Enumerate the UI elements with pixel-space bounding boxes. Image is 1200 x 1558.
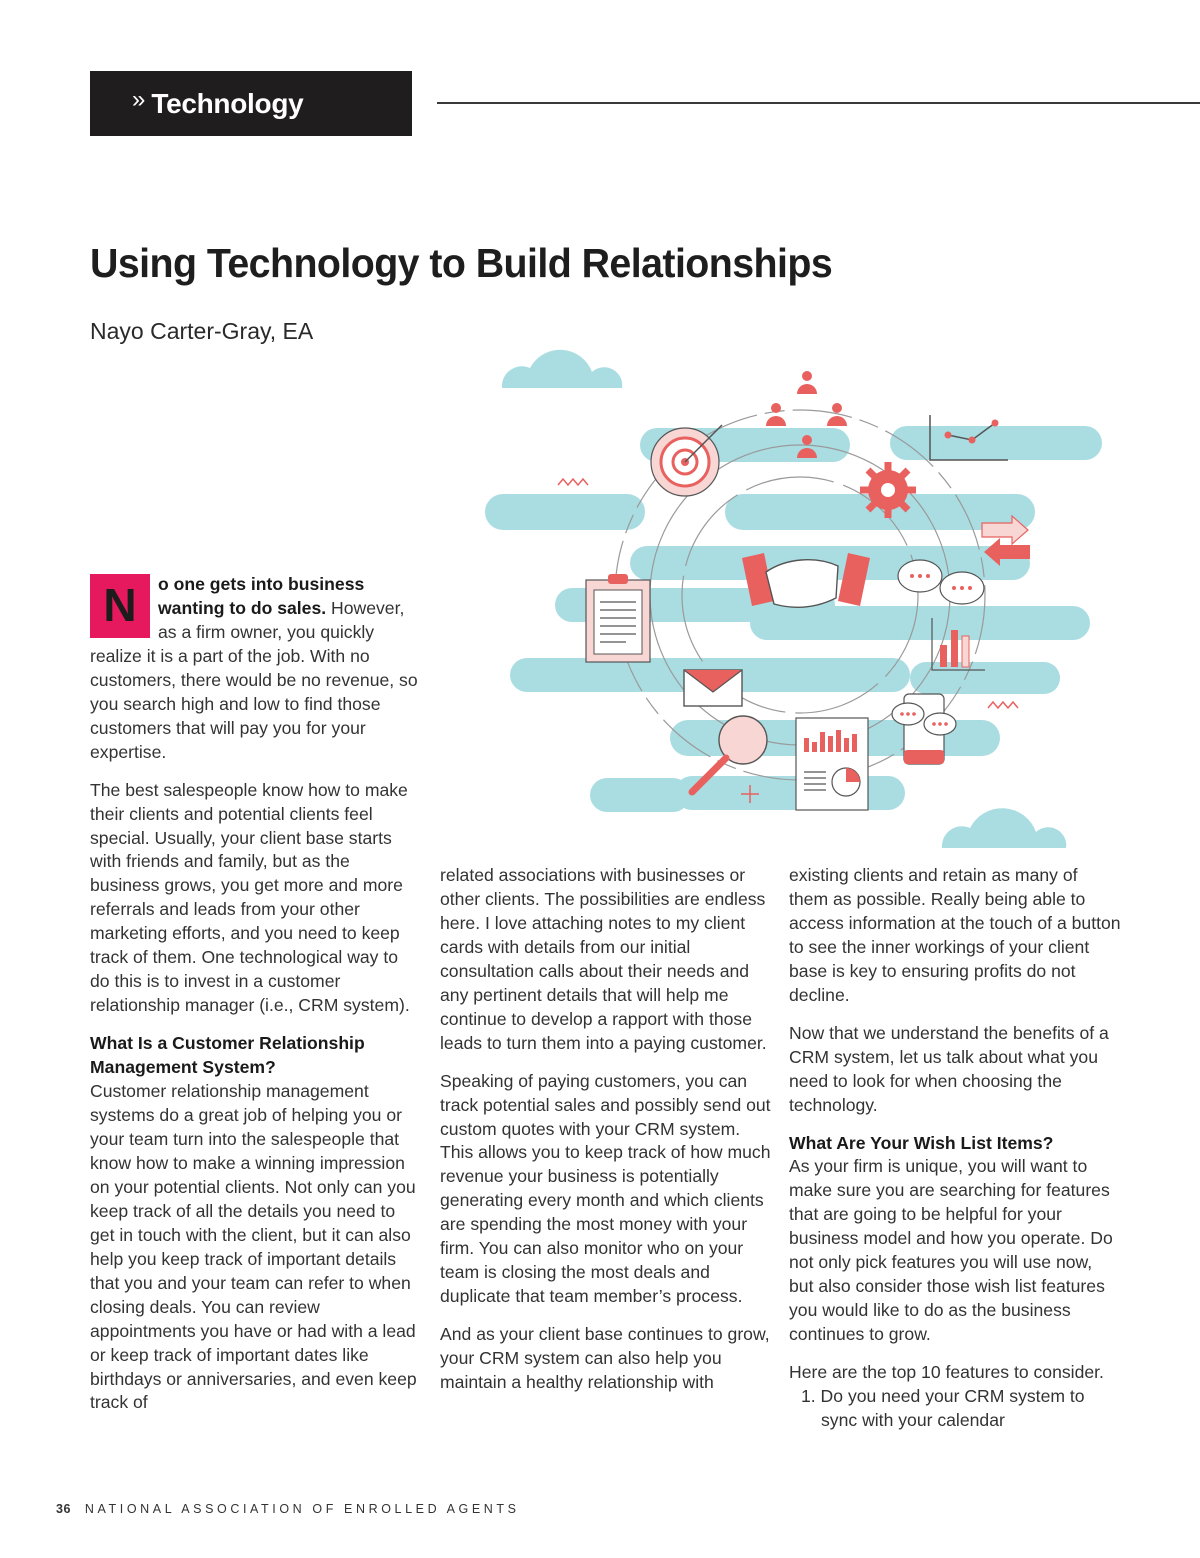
author-byline: Nayo Carter-Gray, EA <box>90 318 314 344</box>
body-paragraph: As your firm is unique, you will want to make sure you are searching for features that are going to be helpful for your business model and how you operate. Do not only pick features you will use now, but also consider those wish list features you would like to do as the business continues to grow. <box>789 1156 1113 1345</box>
zigzag-right <box>988 702 1018 708</box>
section-tab <box>90 71 412 136</box>
clipboard-icon <box>586 574 650 662</box>
body-paragraph: And as your client base continues to grow, your CRM system can also help you maintain a healthy relationship with <box>440 1324 770 1393</box>
envelope-icon <box>684 670 742 706</box>
body-paragraph: existing clients and retain as many of them as possible. Really being able to access information at the touch of a button to see the inner workings of your client base is key to ensuring profits do not decline. <box>789 865 1121 1005</box>
zigzag-left <box>558 479 588 485</box>
column-1 <box>90 573 422 1429</box>
page-footer <box>56 1502 520 1516</box>
body-paragraph: Speaking of paying customers, you can track potential sales and possibly send out custom quotes with your CRM system. This allows you to keep track of how much revenue your business is potentially generating every month and which clients are spending the most money with your firm. You can also monitor who on your team is closing the most deals and duplicate that team member’s process. <box>440 1070 771 1307</box>
body-paragraph: The best salespeople know how to make their clients and potential clients feel special. Usually, your client base starts with friends and family, but as the business grows, you get more and more referrals and leads from your other marketing efforts, and you need to keep track of them. One technological way to do this is to invest in a customer relationship manager (i.e., CRM system). <box>90 779 410 1016</box>
lead-in: o one gets into business wanting to do sales. <box>158 574 365 618</box>
page-number: 36 <box>56 1502 71 1516</box>
report-document-icon <box>796 718 868 810</box>
handshake-icon <box>742 553 870 607</box>
double-chevron-icon: » <box>132 85 146 113</box>
list-item: 1. Do you need your CRM system to sync with your calendar <box>801 1386 1085 1431</box>
section-label: Technology <box>151 87 304 119</box>
subheading-wish-list: What Are Your Wish List Items? <box>789 1132 1054 1153</box>
subheading-crm: What Is a Customer Relationship Management System? <box>90 1033 365 1078</box>
article-title: Using Technology to Build Relationships <box>90 240 833 286</box>
publication-name: NATIONAL ASSOCIATION OF ENROLLED AGENTS <box>84 1502 520 1516</box>
features-list <box>789 1385 1121 1433</box>
column-3 <box>789 864 1121 1433</box>
column-2 <box>440 864 772 1409</box>
header-rule <box>437 102 1200 104</box>
body-paragraph: related associations with businesses or other clients. The possibilities are endless here. I love attaching notes to my client cards with details from our initial consultation calls about their needs and any pertinent details that will help me continue to develop a rapport with those leads to turn them into a paying customer. <box>440 865 767 1053</box>
gear-icon <box>860 462 916 518</box>
intro-text: However, as a firm owner, you quickly realize it is a part of the job. With no customers, there would be no revenue, so you search high and low to find those customers that will pay you for your expertise. <box>90 597 418 762</box>
body-paragraph: Customer relationship management systems do a great job of helping you or your team turn into the salespeople that know how to make a winning impression on your potential clients. Not only can you keep track of all the details you need to get in touch with the client, but it can also help you keep track of important details that you and your team can refer to when closing deals. You can review appointments you have or had with a lead or keep track of important dates like birthdays or anniversaries, and even keep track of <box>90 1081 417 1413</box>
body-paragraph: Now that we understand the benefits of a CRM system, let us talk about what you need to look for when choosing the technology. <box>789 1022 1109 1115</box>
drop-cap: N <box>90 574 150 638</box>
intro-paragraph <box>90 573 422 765</box>
crm-illustration <box>480 340 1120 860</box>
body-paragraph: Here are the top 10 features to consider. <box>789 1362 1104 1383</box>
